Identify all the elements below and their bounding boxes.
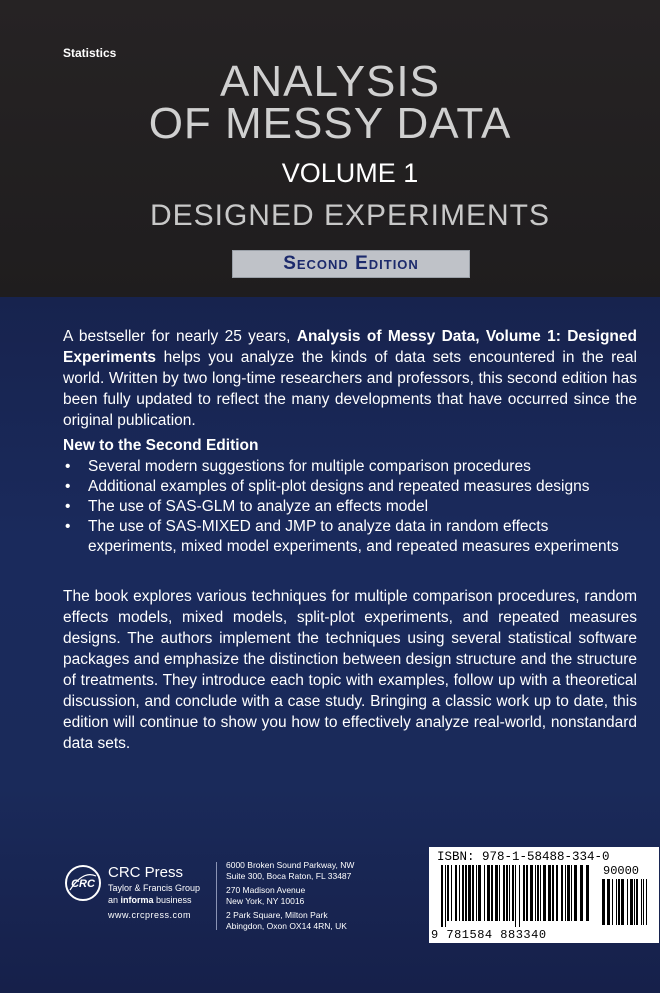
list-item: • Several modern suggestions for multiple comparison procedures <box>63 457 623 477</box>
ean-number: 9 781584 883340 <box>431 928 547 942</box>
publisher-business <box>108 895 192 905</box>
price-code: 90000 <box>603 864 640 878</box>
intro-lead: A bestseller for nearly 25 years, <box>63 328 297 345</box>
address-line: Suite 300, Boca Raton, FL 33487 <box>226 870 352 881</box>
edition-banner <box>232 250 470 278</box>
publisher-url: www.crcpress.com <box>108 910 192 920</box>
business-brand: informa <box>120 895 154 905</box>
address-line: Abingdon, Oxon OX14 4RN, UK <box>226 920 347 931</box>
barcode-bars-icon <box>441 865 593 927</box>
list-item: • The use of SAS-MIXED and JMP to analyze data in random effects experiments, mixed model experiments, and repeated measures experiments <box>63 517 623 557</box>
category-label: Statistics <box>63 46 117 60</box>
new-edition-heading: New to the Second Edition <box>63 437 259 454</box>
volume-label: VOLUME 1 <box>281 158 419 188</box>
list-item: • Additional examples of split-plot designs and repeated measures designs <box>63 477 623 497</box>
cover-header <box>0 0 660 297</box>
barcode-addon-bars-icon <box>602 879 650 925</box>
publisher-addresses <box>226 860 354 931</box>
address-line: 6000 Broken Sound Parkway, NW <box>226 860 355 870</box>
address-line: 2 Park Square, Milton Park <box>226 910 328 920</box>
intro-rest: helps you analyze the kinds of data sets encountered in the real world. Written by two long-time researchers and professors, this second edition has been fully updated to reflect the many developments that have occurred since the original publication. <box>63 349 637 429</box>
business-suffix: business <box>153 895 192 905</box>
publisher-block <box>64 858 214 932</box>
address-line: 270 Madison Avenue <box>226 885 306 895</box>
isbn-label: ISBN: 978-1-58488-334-0 <box>437 850 610 864</box>
intro-book-title: Analysis of Messy Data, Volume 1: Designed Experiments <box>63 328 637 366</box>
new-edition-list <box>63 457 623 557</box>
address-divider <box>216 862 217 930</box>
title-line-2: OF MESSY DATA <box>148 99 512 148</box>
description-paragraph: The book explores various techniques for multiple comparison procedures, random effects models, mixed models, split-plot experiments, and repeated measures designs. The authors implement the techniques using several statistical software packages and emphasize the distinction between design structure and the structure of treatments. They introduce each topic with examples, follow up with a theoretical discussion, and conclude with a case study. Bringing a classic work up to date, this edition will continue to show you how to effectively analyze real-world, nonstandard data sets. <box>63 588 637 752</box>
address-line: New York, NY 10016 <box>226 895 305 906</box>
publisher-name: CRC Press <box>108 864 184 881</box>
edition-label: Second Edition <box>283 253 419 274</box>
isbn-barcode <box>429 847 659 943</box>
crc-logo-icon <box>64 864 102 902</box>
publisher-group: Taylor & Francis Group <box>108 883 201 893</box>
subtitle: DESIGNED EXPERIMENTS <box>149 199 551 232</box>
list-item: • The use of SAS-GLM to analyze an effects model <box>63 497 623 517</box>
intro-paragraph <box>63 326 637 431</box>
business-prefix: an <box>108 895 121 905</box>
title-line-1: ANALYSIS <box>220 57 440 106</box>
crc-logo-text: CRC <box>71 878 95 890</box>
